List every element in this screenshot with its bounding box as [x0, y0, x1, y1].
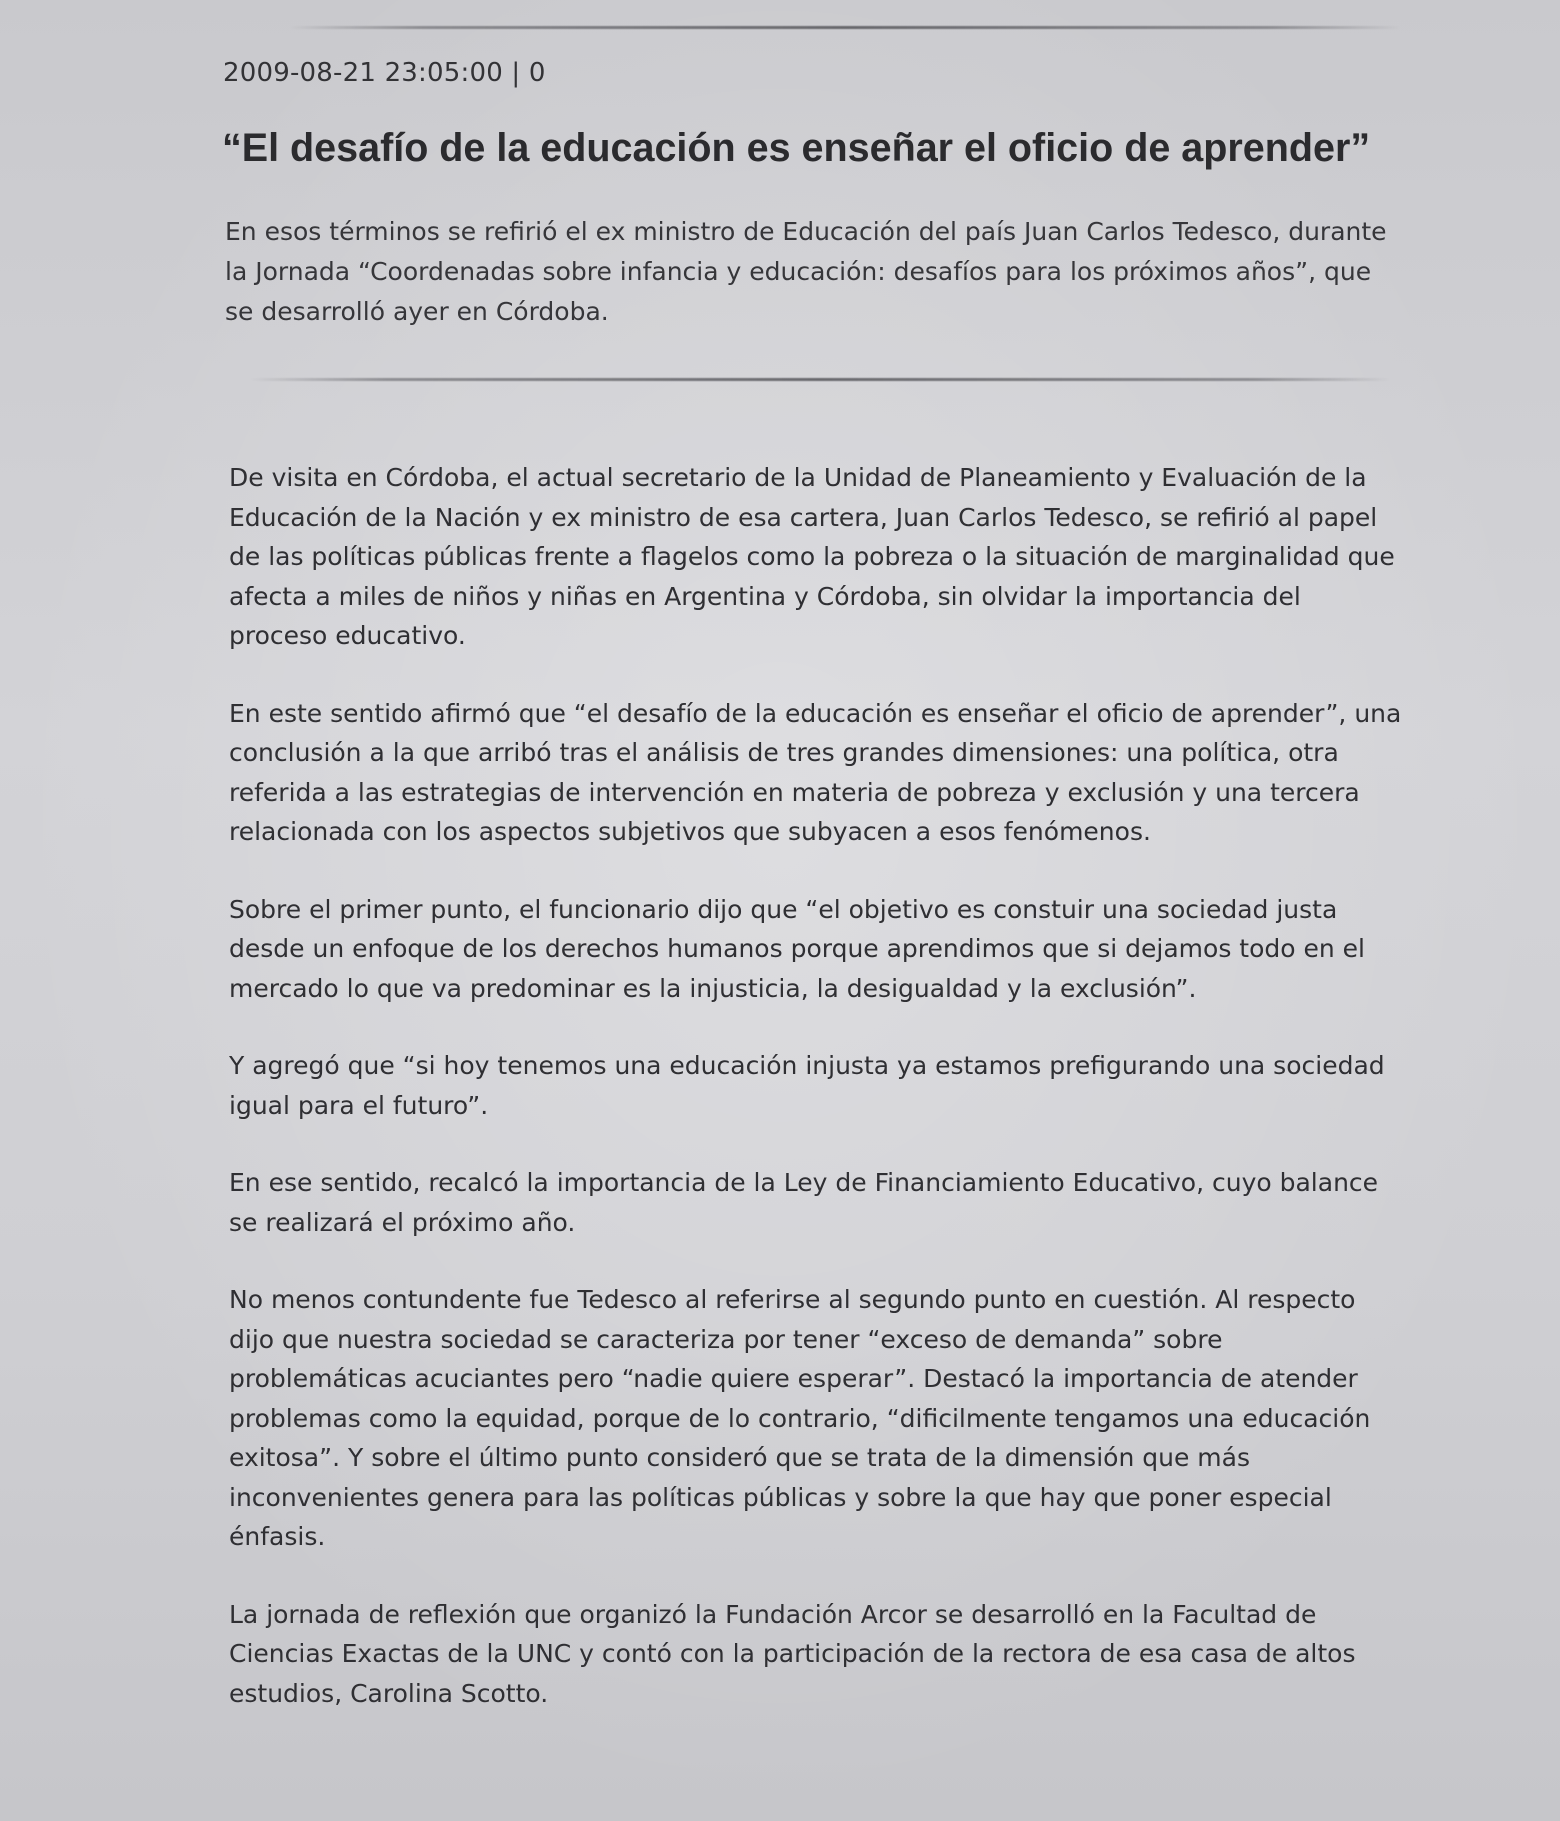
body-paragraph: Y agregó que “si hoy tenemos una educación injusta ya estamos prefigurando una sociedad igual para el futuro”. [229, 1051, 1385, 1120]
body-paragraph: En ese sentido, recalcó la importancia de la Ley de Financiamiento Educativo, cuyo balance se realizará el próximo año. [229, 1168, 1379, 1237]
body-paragraph: De visita en Córdoba, el actual secretario de la Unidad de Planeamiento y Evaluación de la Educación de la Nación y ex ministro de esa cartera, Juan Carlos Tedesco, se refirió al papel de las políticas públicas frente a flagelos como la pobreza o la situación de marginalidad que afecta a miles de niños y niñas en Argentina y Córdoba, sin olvidar la importancia del proceso educativo. [229, 463, 1395, 650]
lead-divider [250, 378, 1390, 381]
article-title: “El desafío de la educación es enseñar el oficio de aprender” [222, 126, 1371, 170]
article-lead: En esos términos se refirió el ex ministro de Educación del país Juan Carlos Tedesco, durante la Jornada “Coordenadas sobre infancia y educación: desafíos para los próximos años”, que se desarrolló ayer en Córdoba. [225, 217, 1387, 326]
body-paragraph: Sobre el primer punto, el funcionario dijo que “el objetivo es constuir una sociedad justa desde un enfoque de los derechos humanos porque aprendimos que si dejamos todo en el mercado lo que va predominar es la injusticia, la desigualdad y la exclusión”. [229, 894, 1365, 1003]
article-body [229, 458, 1407, 1751]
article-date-meta: 2009-08-21 23:05:00 | 0 [223, 58, 546, 88]
body-paragraph: No menos contundente fue Tedesco al referirse al segundo punto en cuestión. Al respecto dijo que nuestra sociedad se caracteriza por tener “exceso de demanda” sobre problemáticas acuciantes pero “nadie quiere esperar”. Destacó la importancia de atender problemas como la equidad, porque de lo contrario, “dificilmente tengamos una educación exitosa”. Y sobre el último punto consideró que se trata de la dimensión que más inconvenientes genera para las políticas públicas y sobre la que hay que poner especial énfasis. [229, 1285, 1371, 1551]
body-paragraph: La jornada de reflexión que organizó la Fundación Arcor se desarrolló en la Facultad de Ciencias Exactas de la UNC y contó con la participación de la rectora de esa casa de altos estudios, Carolina Scotto. [229, 1599, 1356, 1708]
body-paragraph: En este sentido afirmó que “el desafío de la educación es enseñar el oficio de aprender”, una conclusión a la que arribó tras el análisis de tres grandes dimensiones: una política, otra referida a las estrategias de intervención en materia de pobreza y exclusión y una tercera relacionada con los aspectos subjetivos que subyacen a esos fenómenos. [229, 698, 1402, 846]
top-divider [290, 26, 1400, 29]
